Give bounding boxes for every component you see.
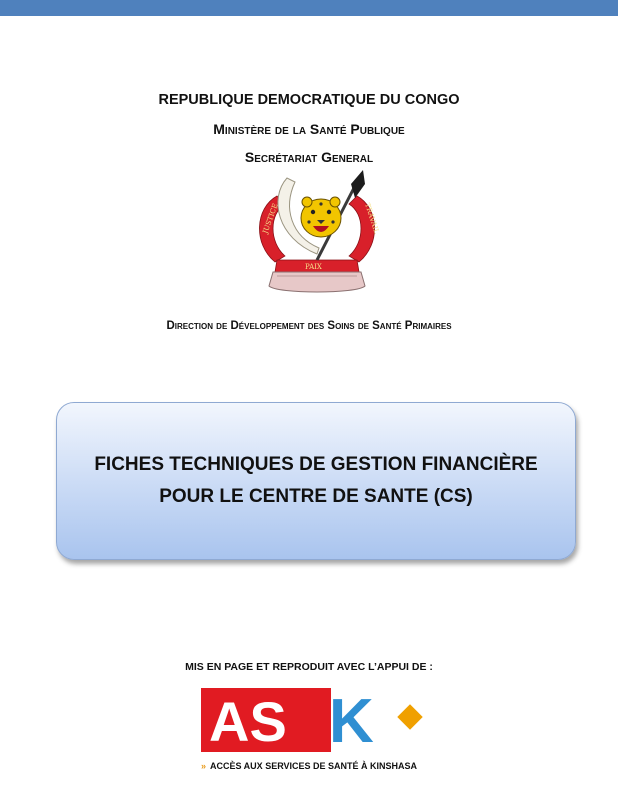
top-bar	[0, 0, 618, 16]
secretariat-heading: Secrétariat General	[244, 149, 374, 165]
direction-heading: Direction de Développement des Soins de Santé Primaires	[166, 320, 452, 332]
assk-logo	[201, 688, 441, 752]
motto-left-text: JUSTICE	[261, 202, 280, 235]
document-title-box	[56, 402, 576, 560]
chevron-icon: »	[201, 761, 207, 771]
logo-k-text: K	[329, 688, 374, 752]
logo-tagline	[201, 761, 441, 771]
country-heading: REPUBLIQUE DEMOCRATIQUE DU CONGO	[158, 92, 460, 108]
ministry-heading: Ministère de la Santé Publique	[213, 121, 405, 137]
logo-as-text: AS	[209, 690, 287, 752]
motto-center-text: PAIX	[305, 263, 322, 271]
title-line-1: FICHES TECHNIQUES DE GESTION FINANCIÈRE	[94, 454, 538, 475]
title-line-2: POUR LE CENTRE DE SANTE (CS)	[159, 486, 473, 507]
logo-diamond-icon	[397, 704, 422, 729]
support-label: MIS EN PAGE ET REPRODUIT AVEC L’APPUI DE :	[185, 661, 433, 673]
coat-of-arms-emblem	[247, 168, 387, 300]
motto-right-text: TRAVAIL	[363, 202, 381, 235]
tagline-text: ACCÈS AUX SERVICES DE SANTÉ À KINSHASA	[210, 761, 418, 771]
